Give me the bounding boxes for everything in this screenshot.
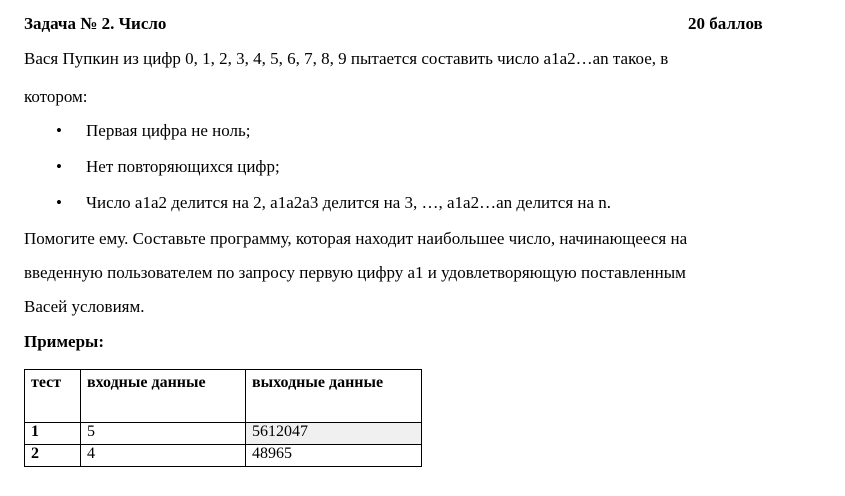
test-number-cell: 1	[25, 423, 81, 445]
intro-text-line-2: котором:	[24, 87, 88, 106]
intro-text-line-1: Вася Пупкин из цифр 0, 1, 2, 3, 4, 5, 6, 7, 8, 9 пытается составить число а1а2…аn такое, в	[24, 49, 669, 68]
task-title: Задача № 2. Число	[24, 14, 167, 33]
bullet-icon: •	[56, 157, 62, 176]
column-header-input: входные данные	[81, 370, 246, 423]
table-row	[25, 423, 422, 445]
column-header-output: выходные данные	[246, 370, 422, 423]
output-cell: 48965	[246, 445, 422, 467]
examples-heading: Примеры:	[24, 332, 104, 351]
table-header-row	[25, 370, 422, 423]
column-header-test: тест	[25, 370, 81, 423]
task-text-line-1: Помогите ему. Составьте программу, которая находит наибольшее число, начинающееся на	[24, 229, 688, 248]
bullet-icon: •	[56, 193, 62, 212]
input-cell: 4	[81, 445, 246, 467]
input-cell: 5	[81, 423, 246, 445]
output-cell: 5612047	[246, 423, 422, 445]
test-number-cell: 2	[25, 445, 81, 467]
condition-text: Число а1а2 делится на 2, а1а2а3 делится на 3, …, а1а2…аn делится на n.	[86, 193, 612, 212]
bullet-icon: •	[56, 121, 62, 140]
task-text-line-3: Васей условиям.	[24, 297, 145, 316]
condition-text: Первая цифра не ноль;	[86, 121, 251, 140]
condition-text: Нет повторяющихся цифр;	[86, 157, 280, 176]
examples-table	[24, 369, 422, 467]
task-points: 20 баллов	[688, 14, 763, 33]
table-row	[25, 445, 422, 467]
task-text-line-2: введенную пользователем по запросу первую цифру а1 и удовлетворяющую поставленным	[24, 263, 686, 282]
